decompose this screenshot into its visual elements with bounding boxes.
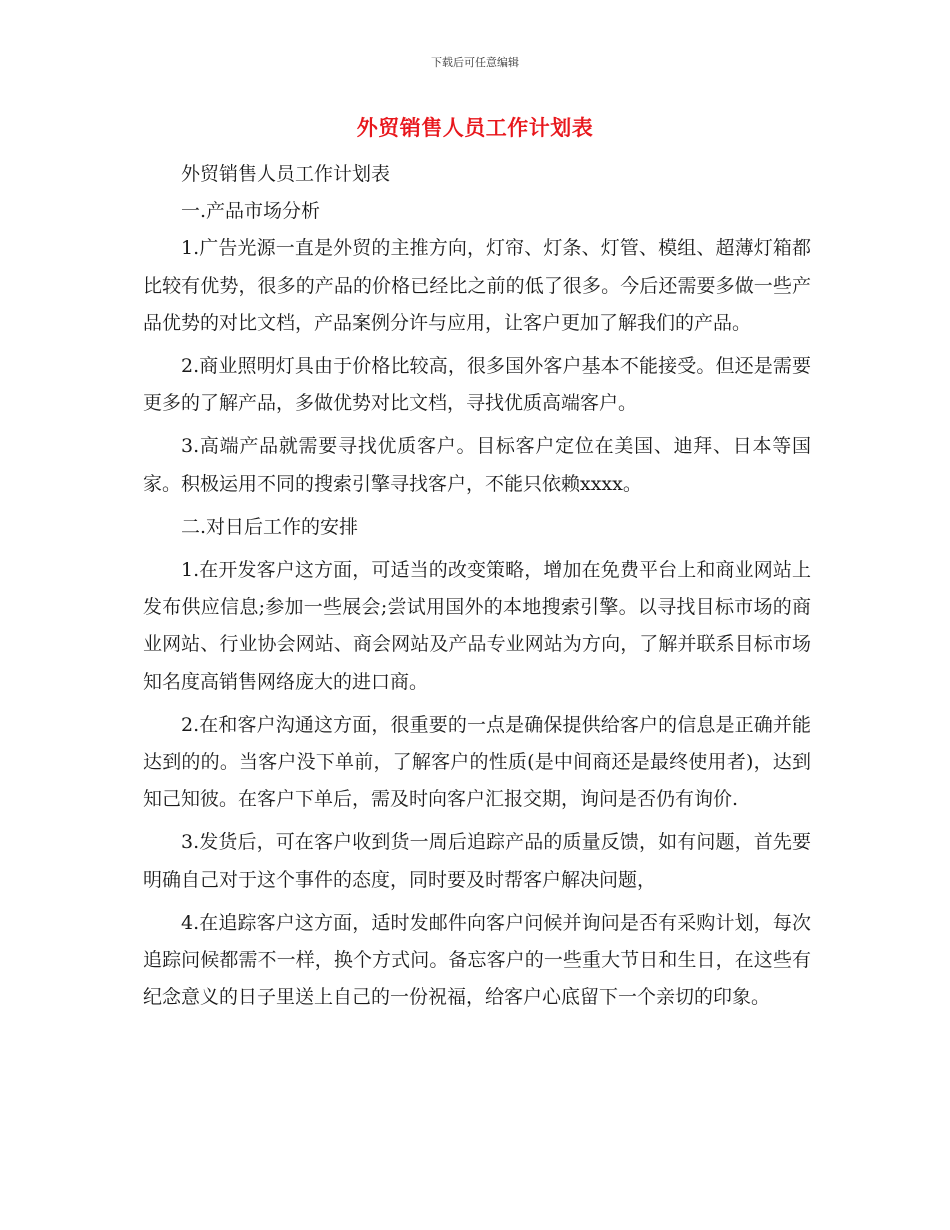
paragraph: 2.商业照明灯具由于价格比较高，很多国外客户基本不能接受。但还是需要更多的了解产品，多做优势对比文档，寻找优质高端客户。: [143, 355, 811, 415]
paragraph: 2.在和客户沟通这方面，很重要的一点是确保提供给客户的信息是正确并能达到的的。当客户没下单前，了解客户的性质(是中间商还是最终使用者)，达到知己知彼。在客户下单后，需及时向客户汇报交期，询问是否仍有询价.: [143, 713, 811, 811]
document-title: 外贸销售人员工作计划表: [356, 115, 594, 140]
header-note: 下载后可任意编辑: [431, 56, 519, 69]
document-body: [143, 156, 811, 1022]
paragraph: 3.发货后，可在客户收到货一周后追踪产品的质量反馈，如有问题，首先要明确自己对于这个事件的态度，同时要及时帮客户解决问题，: [143, 831, 811, 891]
section-heading-2: 二.对日后工作的安排: [181, 515, 359, 538]
section-heading-1: 一.产品市场分析: [181, 200, 321, 223]
paragraph-subtitle: 外贸销售人员工作计划表: [181, 163, 391, 185]
paragraph: 1.在开发客户这方面，可适当的改变策略，增加在免费平台上和商业网站上发布供应信息;参加一些展会;尝试用国外的本地搜索引擎。以寻找目标市场的商业网站、行业协会网站、商会网站及产品专业网站为方向，了解并联系目标市场知名度高销售网络庞大的进口商。: [143, 559, 811, 693]
paragraph: 1.广告光源一直是外贸的主推方向，灯帘、灯条、灯管、模组、超薄灯箱都比较有优势，很多的产品的价格已经比之前的低了很多。今后还需要多做一些产品优势的对比文档，产品案例分许与应用，让客户更加了解我们的产品。: [143, 237, 811, 334]
paragraph: 3.高端产品就需要寻找优质客户。目标客户定位在美国、迪拜、日本等国家。积极运用不同的搜索引擎寻找客户，不能只依赖xxxx。: [143, 435, 811, 495]
paragraph: 4.在追踪客户这方面，适时发邮件向客户问候并询问是否有采购计划，每次追踪问候都需不一样，换个方式问。备忘客户的一些重大节日和生日，在这些有纪念意义的日子里送上自己的一份祝福，给客户心底留下一个亲切的印象。: [143, 911, 811, 1009]
